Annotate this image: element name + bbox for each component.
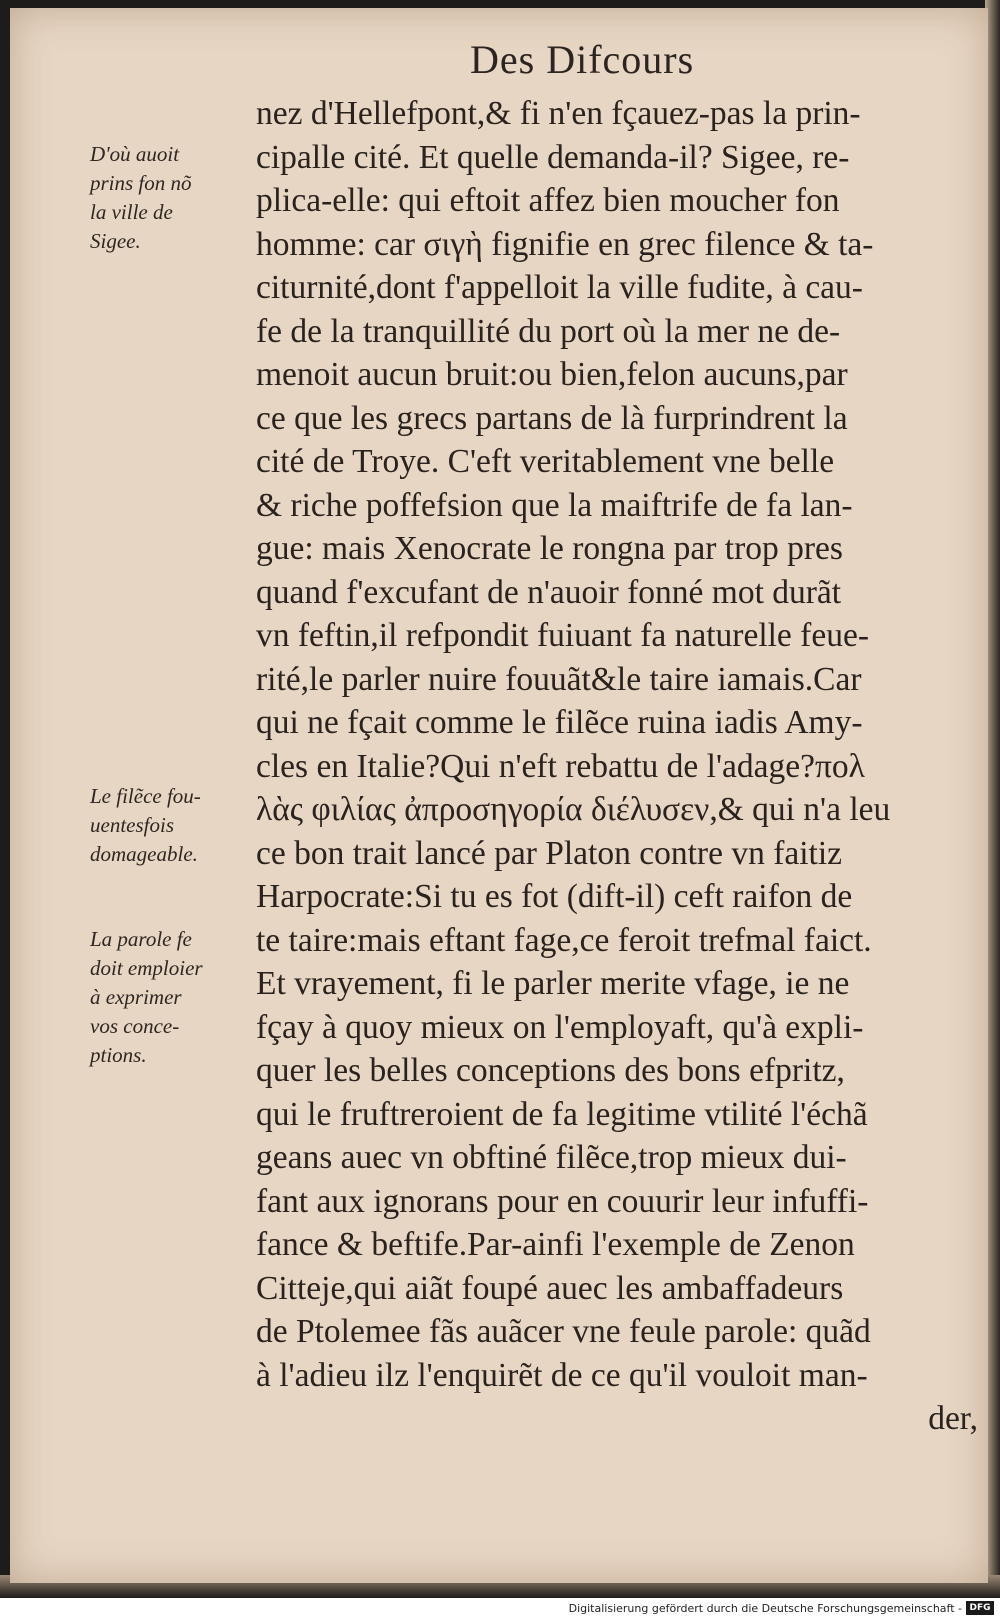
text-line: Et vrayement, fi le parler merite vfage, ie ne (256, 965, 850, 1002)
marginal-note-line: La parole fe (90, 927, 192, 951)
text-line: & riche poffefsion que la maiftrife de fa lan- (256, 486, 853, 524)
catchword-line: der, (928, 1400, 978, 1437)
text-line: cipalle cité. Et quelle demanda-il? Sigee, re- (256, 138, 850, 176)
text-line: rité,le parler nuire fouuãt&le taire iamais.Car (256, 660, 862, 698)
text-line: plica-elle: qui eftoit affez bien moucher fon (256, 182, 840, 219)
text-line: fant aux ignorans pour en couurir leur infuffi- (256, 1182, 869, 1220)
marginal-note-line: Le filẽce fou- (90, 784, 201, 808)
marginal-note-parole (90, 925, 250, 1070)
marginal-note-silence (90, 782, 250, 869)
text-line: nez d'Hellefpont,& fi n'en fçauez-pas la prin- (256, 95, 861, 132)
dfg-logo: DFG (966, 1601, 994, 1615)
text-line: quer les belles conceptions des bons efpritz, (256, 1052, 845, 1089)
text-line: homme: car σιγὴ fignifie en grec filence & ta- (256, 225, 874, 263)
text-line: quand f'excufant de n'auoir fonné mot durãt (256, 573, 842, 611)
text-line: fance & beftife.Par-ainfi l'exemple de Zenon (256, 1226, 855, 1263)
marginal-note-line: Sigee. (90, 229, 141, 253)
main-text-block (256, 92, 982, 1441)
text-line: qui ne fçait comme le filẽce ruina iadis Amy- (256, 704, 863, 741)
digitization-footer (0, 1598, 1000, 1619)
text-line: λὰς φιλίας ἀπροσηγορία διέλυσεν,& qui n'a leu (256, 791, 891, 828)
text-line: ce bon trait lancé par Platon contre vn faitiz (256, 834, 843, 872)
marginal-note-line: domageable. (90, 842, 198, 866)
marginal-note-line: à exprimer (90, 985, 182, 1009)
text-line: vn feftin,il refpondit fuiuant fa naturelle feue- (256, 617, 869, 654)
text-line: Harpocrate:Si tu es fot (dift-il) ceft raifon de (256, 878, 853, 915)
text-line: à l'adieu ilz l'enquirẽt de ce qu'il vouloit man- (256, 1356, 868, 1394)
marginal-note-line: doit emploier (90, 956, 203, 980)
text-line: cles en Italie?Qui n'eft rebattu de l'adage?πολ (256, 747, 865, 785)
marginal-note-line: uentesfois (90, 813, 174, 837)
marginal-note-line: ptions. (90, 1043, 147, 1067)
text-line: cité de Troye. C'eft veritablement vne belle (256, 443, 835, 480)
running-head: Des Difcours (470, 37, 695, 82)
text-line: qui le fruftreroient de fa legitime vtilité l'échã (256, 1095, 868, 1133)
marginal-note-line: vos conce- (90, 1014, 180, 1038)
text-line: te taire:mais eftant fage,ce feroit trefmal faict. (256, 921, 872, 959)
marginal-note-sigee (90, 140, 250, 256)
text-line: citurnité,dont f'appelloit la ville fudite, à cau- (256, 269, 863, 306)
text-line: fçay à quoy mieux on l'employaft, qu'à expli- (256, 1008, 864, 1046)
text-line: menoit aucun bruit:ou bien,felon aucuns,par (256, 356, 848, 393)
text-line: ce que les grecs partans de là furprindrent la (256, 399, 848, 437)
marginal-note-line: prins fon nõ (90, 171, 192, 195)
funding-notice: Digitalisierung gefördert durch die Deutsche Forschungsgemeinschaft - (568, 1602, 962, 1615)
marginal-note-line: la ville de (90, 200, 173, 224)
text-line: de Ptolemee fãs auãcer vne feule parole: quãd (256, 1313, 871, 1350)
text-line: geans auec vn obftiné filẽce,trop mieux dui- (256, 1139, 847, 1176)
text-line: Citteje,qui aiãt foupé auec les ambaffadeurs (256, 1269, 844, 1307)
text-line: fe de la tranquillité du port où la mer ne de- (256, 312, 841, 350)
marginal-note-line: D'où auoit (90, 142, 180, 166)
text-line: gue: mais Xenocrate le rongna par trop pres (256, 530, 843, 567)
